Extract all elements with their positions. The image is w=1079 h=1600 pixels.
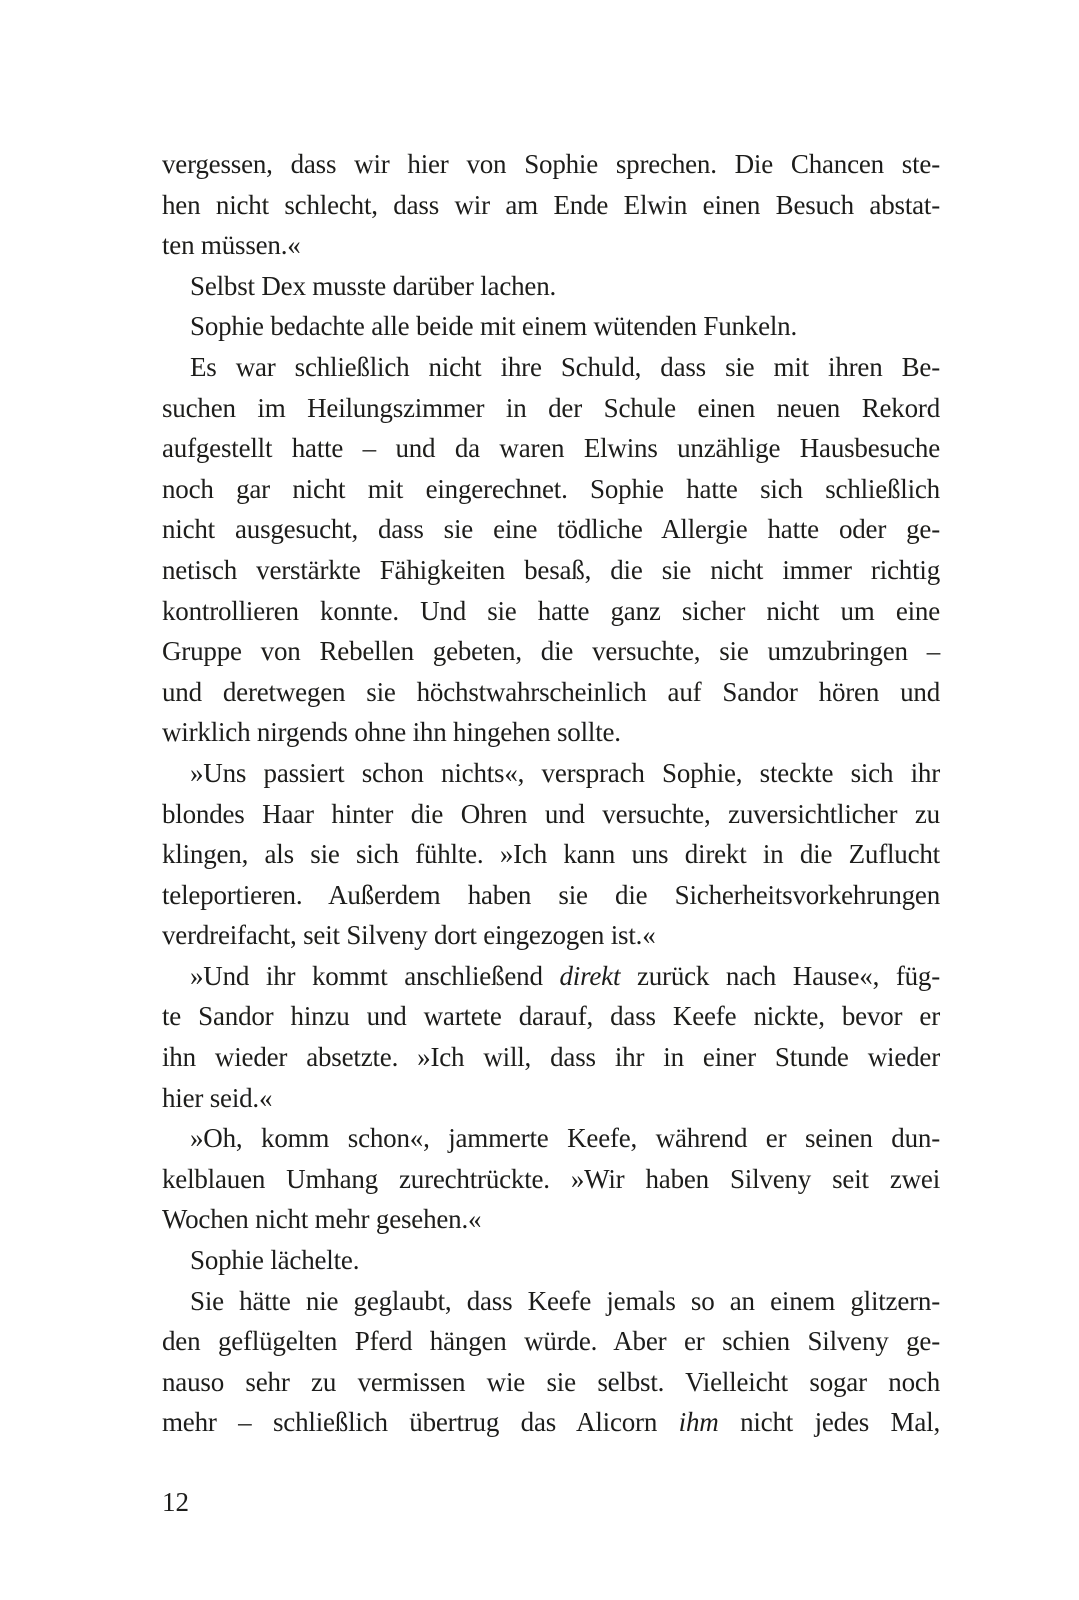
text-line: verdreifacht, seit Silveny dort eingezogen ist.« [162, 920, 656, 951]
text-line: »Uns passiert schon nichts«, versprach Sophie, steckte sich ihr [190, 757, 940, 788]
text-line: noch gar nicht mit eingerechnet. Sophie hatte sich schließlich [162, 473, 940, 504]
text-line: Gruppe von Rebellen gebeten, die versuchte, sie umzubringen – [162, 636, 940, 667]
text-line: vergessen, dass wir hier von Sophie sprechen. Die Chancen ste- [162, 149, 940, 179]
text-line: Es war schließlich nicht ihre Schuld, dass sie mit ihren Be- [190, 351, 940, 382]
text-line: netisch verstärkte Fähigkeiten besaß, die sie nicht immer richtig [162, 554, 940, 585]
text-line: kelblauen Umhang zurechtrückte. »Wir haben Silveny seit zwei [162, 1163, 940, 1194]
italic-text: direkt [559, 960, 621, 991]
text-line: suchen im Heilungszimmer in der Schule einen neuen Rekord [162, 392, 940, 423]
text-line: »Und ihr kommt anschließend direkt zurück nach Hause«, füg- [190, 960, 941, 991]
text-line: wirklich nirgends ohne ihn hingehen sollte. [162, 717, 621, 748]
text-line: klingen, als sie sich fühlte. »Ich kann uns direkt in die Zuflucht [162, 839, 940, 870]
text-line: »Oh, komm schon«, jammerte Keefe, während er seinen dun- [190, 1123, 940, 1154]
text-line: Selbst Dex musste darüber lachen. [190, 270, 557, 301]
text-line: Sophie lächelte. [190, 1245, 360, 1276]
italic-text: ihm [678, 1407, 719, 1438]
text-line: kontrollieren konnte. Und sie hatte ganz sicher nicht um eine [162, 595, 940, 626]
text-line: mehr – schließlich übertrug das Alicorn ihm nicht jedes Mal, [162, 1407, 940, 1438]
text-line: und deretwegen sie höchstwahrscheinlich auf Sandor hören und [162, 676, 940, 707]
text-line: ten müssen.« [162, 230, 301, 261]
text-line: teleportieren. Außerdem haben sie die Sicherheitsvorkehrungen [162, 879, 940, 910]
text-line: Sophie bedachte alle beide mit einem wütenden Funkeln. [190, 311, 798, 342]
text-line: hen nicht schlecht, dass wir am Ende Elwin einen Besuch abstat- [162, 189, 940, 220]
text-line: ihn wieder absetzte. »Ich will, dass ihr in einer Stunde wieder [162, 1042, 940, 1073]
text-line: blondes Haar hinter die Ohren und versuchte, zuversichtlicher zu [162, 798, 940, 829]
page-text [162, 144, 940, 1443]
text-line: den geflügelten Pferd hängen würde. Aber er schien Silveny ge- [162, 1326, 940, 1357]
page-number: 12 [162, 1487, 189, 1517]
text-line: te Sandor hinzu und wartete darauf, dass Keefe nickte, bevor er [162, 1001, 940, 1032]
text-line: aufgestellt hatte – und da waren Elwins unzählige Hausbesuche [162, 433, 940, 464]
text-line: nauso sehr zu vermissen wie sie selbst. Vielleicht sogar noch [162, 1366, 940, 1397]
text-line: nicht ausgesucht, dass sie eine tödliche Allergie hatte oder ge- [162, 514, 940, 545]
text-line: Sie hätte nie geglaubt, dass Keefe jemals so an einem glitzern- [190, 1285, 940, 1316]
text-line: hier seid.« [162, 1082, 273, 1113]
text-line: Wochen nicht mehr gesehen.« [162, 1204, 482, 1235]
